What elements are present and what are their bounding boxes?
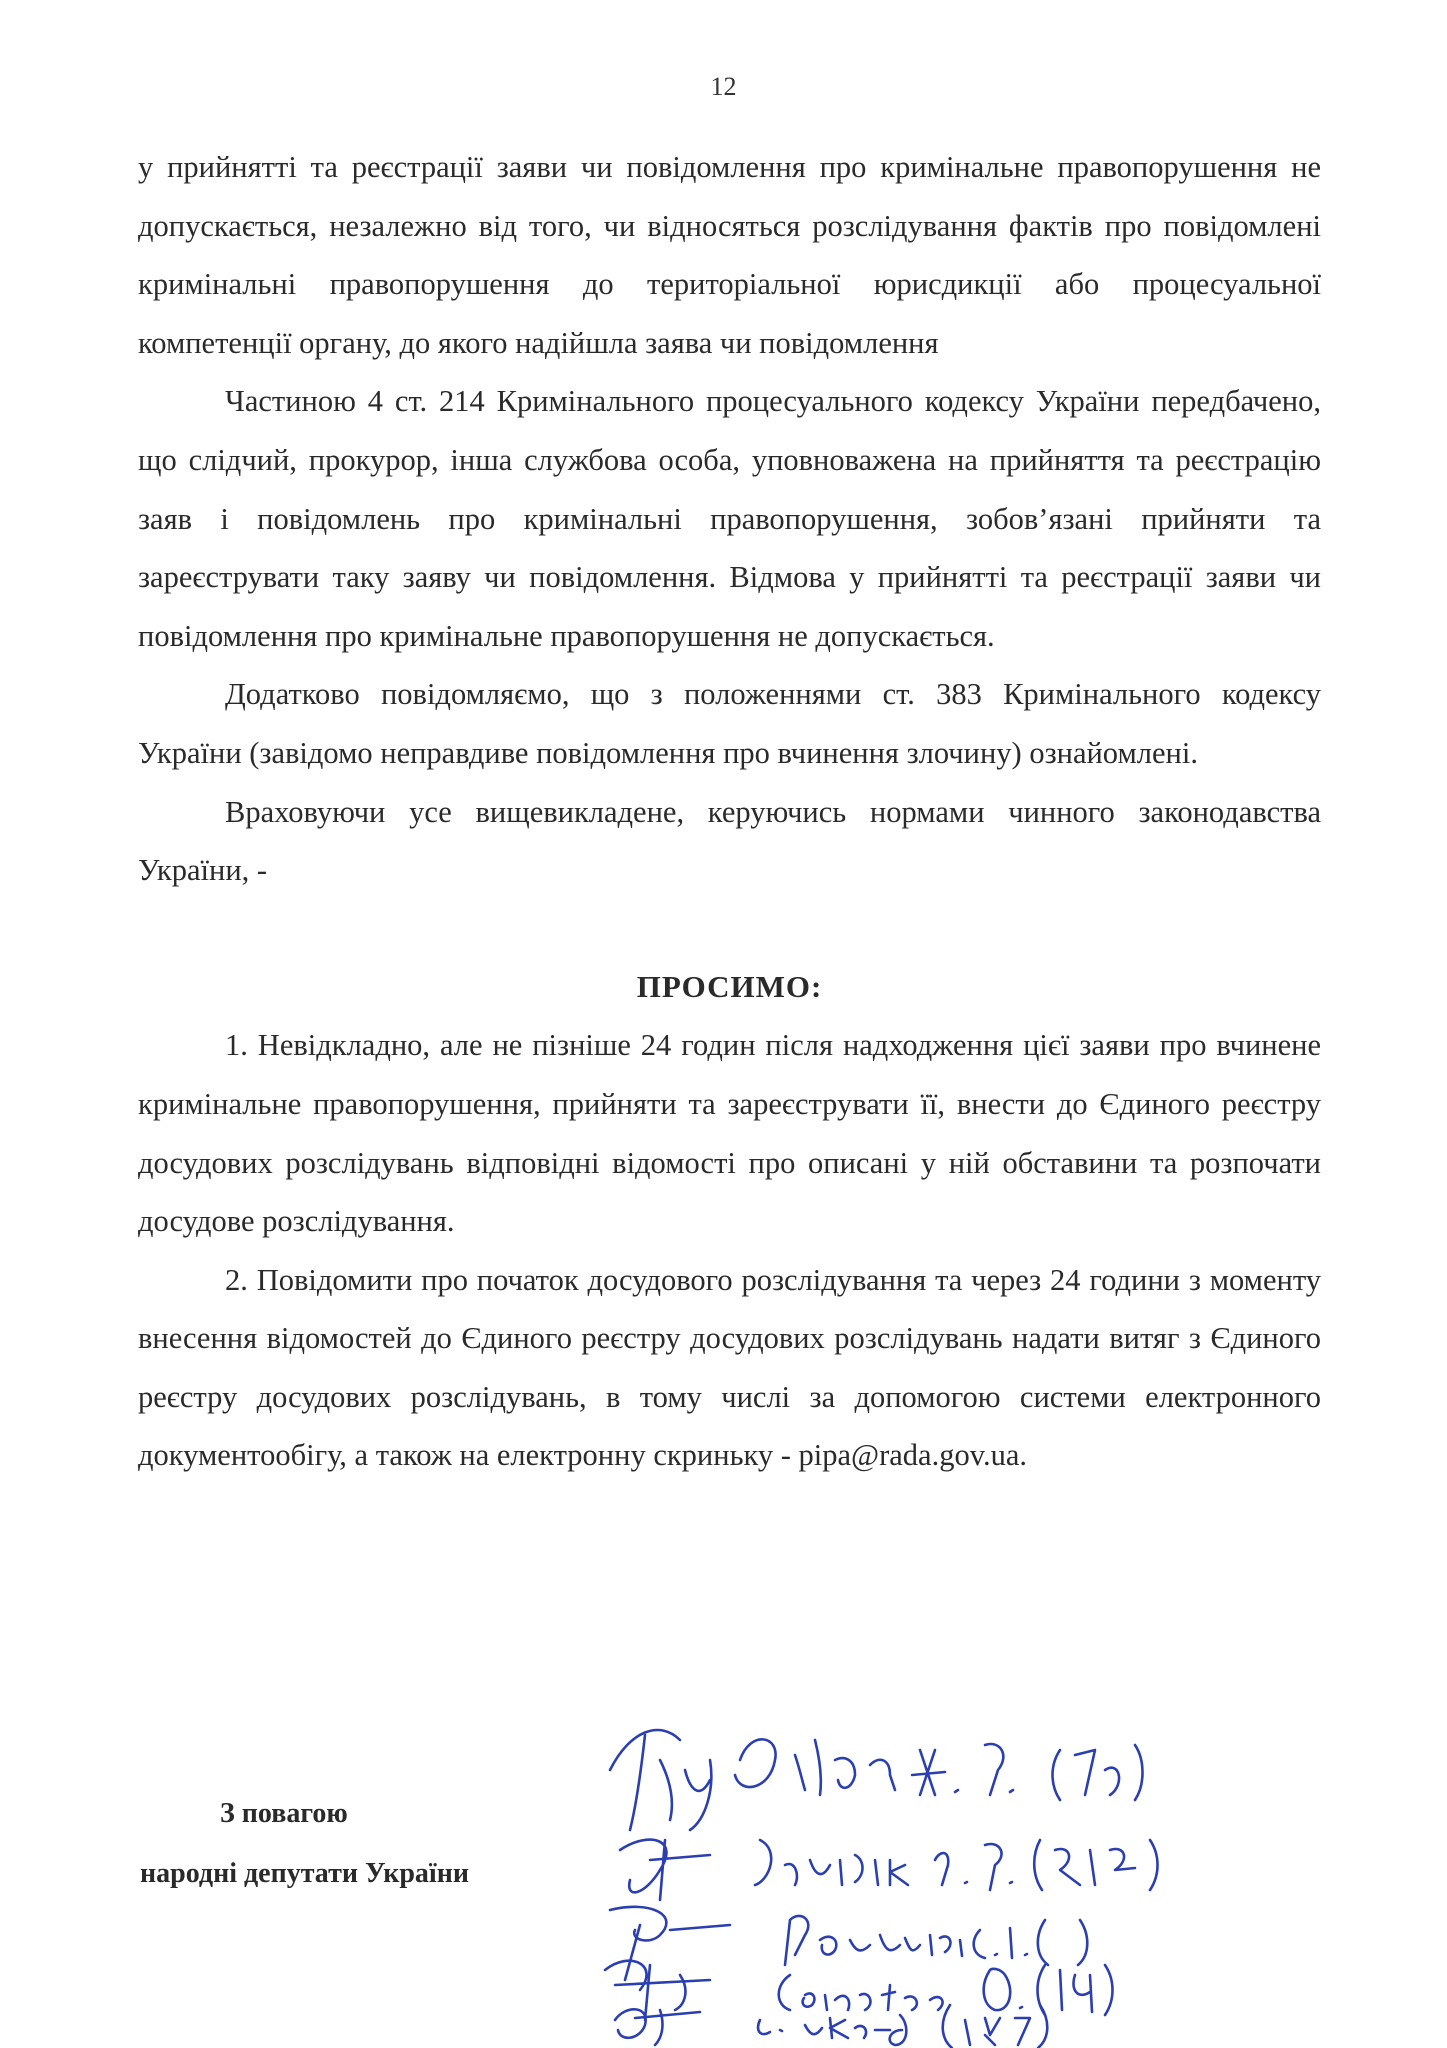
document-body xyxy=(138,138,1321,1485)
signature-5 xyxy=(615,2005,1047,2048)
closing-regards: З повагою xyxy=(220,1798,348,1829)
signature-2 xyxy=(620,1840,1158,1900)
spacer xyxy=(138,900,1321,958)
paragraph-article-383: Додатково повідомляємо, що з положеннями ст. 383 Кримінального кодексу України (завідомо неправдиве повідомлення про вчинення злочину) ознайомлені. xyxy=(138,677,1321,770)
request-heading: ПРОСИМО: xyxy=(636,968,823,1004)
paragraph-considering: Враховуючи усе вищевикладене, керуючись нормами чинного законодавства України, - xyxy=(138,794,1321,888)
handwritten-signatures xyxy=(590,1700,1290,2048)
signature-4 xyxy=(605,1961,1113,2020)
paragraph-continuation: у прийнятті та реєстрації заяви чи повідомлення про кримінальне правопорушення не допускається, незалежно від того, чи відносяться розслідування фактів про повідомлені кримінальні правопорушення до територіальної юрисдикції або процесуальної компетенції органу, до якого надійшла заява чи повідомлення xyxy=(138,150,1321,360)
closing-block xyxy=(140,1784,469,1904)
request-item-2: 2. Повідомити про початок досудового розслідування та через 24 години з моменту внесення відомостей до Єдиного реєстру досудових розслідувань надати витяг з Єдиного реєстру досудових розслідувань, в тому числі за допомогою системи електронного документообігу, а також на електронну скриньку - pipa@rada.gov.ua. xyxy=(138,1262,1321,1473)
signature-1 xyxy=(610,1730,1143,1830)
page-number: 12 xyxy=(710,72,737,101)
paragraph-article-214: Частиною 4 ст. 214 Кримінального процесуального кодексу України передбачено, що слідчий, прокурор, інша службова особа, уповноважена на прийняття та реєстрацію заяв і повідомлень про кримінальні правопорушення, зобов’язані прийняти та зареєструвати таку заяву чи повідомлення. Відмова у прийнятті та реєстрації заяви чи повідомлення про кримінальне правопорушення не допускається. xyxy=(138,384,1321,653)
signature-3 xyxy=(610,1907,1087,1980)
closing-signatories: народні депутати України xyxy=(140,1858,469,1889)
request-item-1: 1. Невідкладно, але не пізніше 24 годин після надходження цієї заяви про вчинене кримінальне правопорушення, прийняти та зареєструвати її, внести до Єдиного реєстру досудових розслідувань відповідні відомості про описані у ній обставини та розпочати досудове розслідування. xyxy=(138,1028,1321,1239)
